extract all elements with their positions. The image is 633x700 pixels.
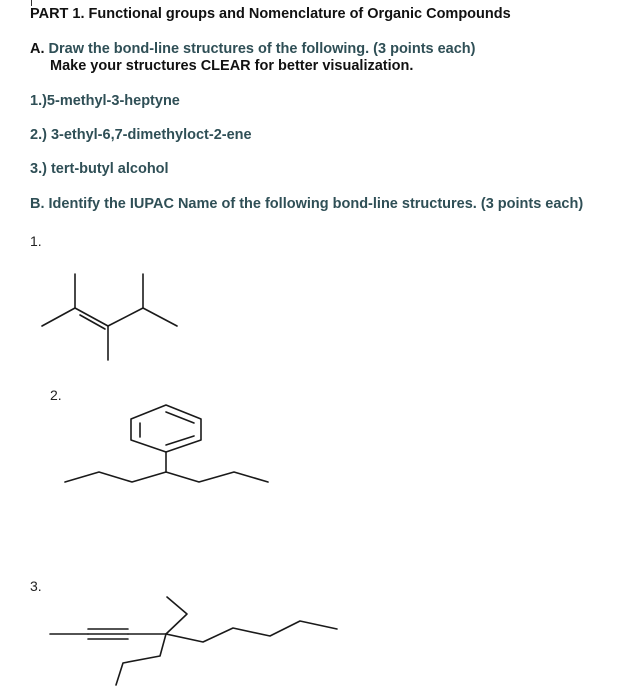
section-a-instruction: Draw the bond-line structures of the following. (3 points each) — [48, 41, 476, 57]
structure-3-label: 3. — [30, 578, 42, 594]
structure-1-label: 1. — [30, 233, 42, 249]
section-a-item-3: 3.) tert-butyl alcohol — [30, 161, 169, 177]
section-a-item-2: 2.) 3-ethyl-6,7-dimethyloct-2-ene — [30, 127, 252, 143]
structure-2-drawing — [65, 405, 268, 482]
section-a-item-1: 1.)5-methyl-3-heptyne — [30, 93, 180, 109]
section-a-note: Make your structures CLEAR for better visualization. — [50, 58, 414, 74]
part-title: PART 1. Functional groups and Nomenclature of Organic Compounds — [30, 6, 511, 22]
section-a-prefix: A. — [30, 41, 45, 57]
section-b-heading: B. Identify the IUPAC Name of the following bond-line structures. (3 points each) — [30, 196, 584, 212]
structure-3-drawing — [50, 597, 337, 685]
structure-2-label: 2. — [50, 387, 62, 403]
structure-1-drawing — [42, 274, 177, 360]
